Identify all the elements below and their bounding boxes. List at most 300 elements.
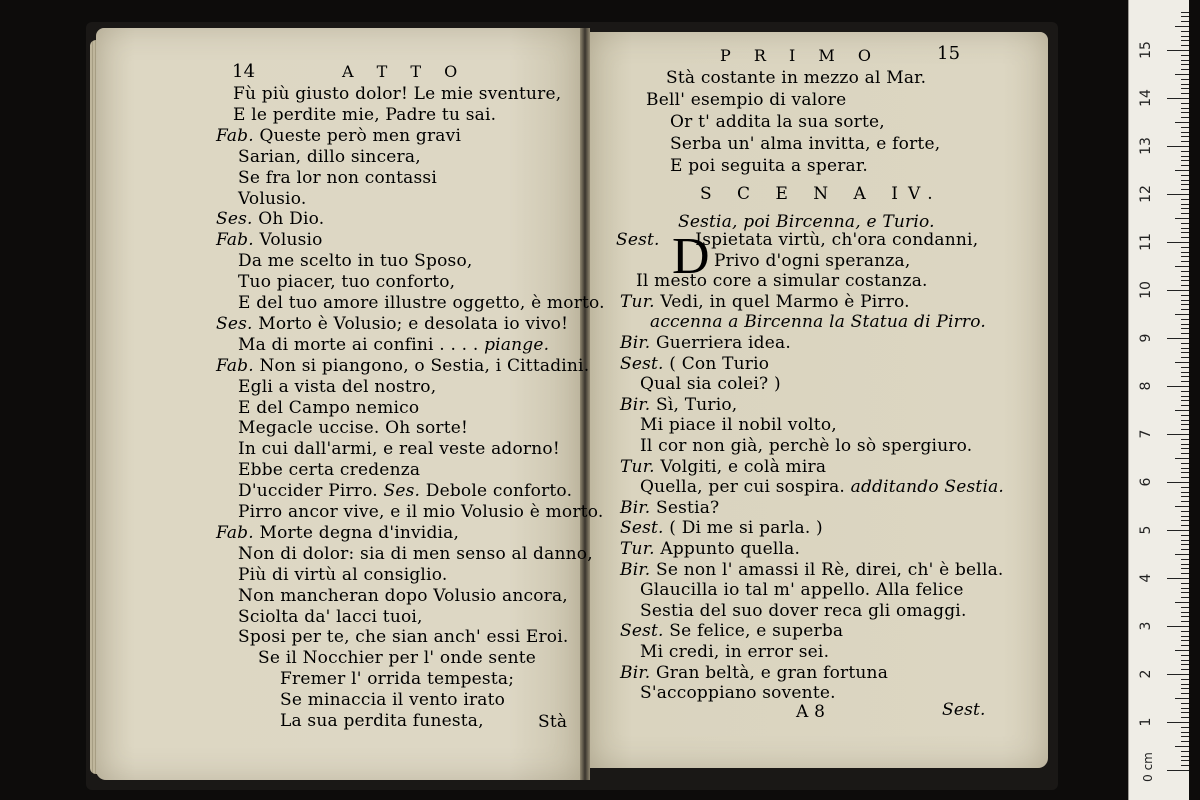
ruler-tick <box>1181 55 1189 56</box>
ruler-tick <box>1181 165 1189 166</box>
ruler-tick <box>1181 568 1189 569</box>
ruler-tick <box>1181 132 1189 133</box>
verse-text: Sestia? <box>656 498 720 518</box>
ruler-tick <box>1167 482 1189 483</box>
verse-text: E del Campo nemico <box>238 398 420 418</box>
verse-text: Guerriera idea. <box>656 333 791 353</box>
ruler-tick <box>1181 69 1189 70</box>
verse-line <box>238 398 419 418</box>
ruler-tick <box>1181 573 1189 574</box>
verse-text: Tuo piacer, tuo conforto, <box>238 272 456 292</box>
verse-text: Non di dolor: sia di men senso al danno, <box>238 544 593 564</box>
verse-text: Se fra lor non contassi <box>238 168 437 188</box>
ruler-tick <box>1181 636 1189 637</box>
ruler-tick <box>1181 420 1189 421</box>
ruler-tick <box>1175 74 1189 75</box>
ruler-tick <box>1181 213 1189 214</box>
ruler-unit: 0 cm <box>1140 752 1155 782</box>
verse-line <box>238 439 560 459</box>
verse-line <box>640 436 972 456</box>
ruler-number: 7 <box>1138 429 1154 439</box>
verse-text: Ispietata virtù, ch'ora condanni, <box>695 230 979 250</box>
verse-line <box>640 477 1004 497</box>
ruler-number: 1 <box>1138 717 1154 727</box>
ruler-tick <box>1181 12 1189 13</box>
verse-line <box>238 607 423 627</box>
ruler-tick <box>1181 304 1189 305</box>
verse-line <box>238 565 447 585</box>
ruler-tick <box>1181 40 1189 41</box>
verse-line <box>238 544 593 564</box>
ruler-tick <box>1181 693 1189 694</box>
ruler-tick <box>1181 79 1189 80</box>
ruler-tick <box>1175 218 1189 219</box>
ruler-tick <box>1181 285 1189 286</box>
verse-line <box>238 168 437 188</box>
ruler-tick <box>1181 487 1189 488</box>
ruler-tick <box>1181 324 1189 325</box>
ruler-tick <box>1181 756 1189 757</box>
verse-line <box>640 642 829 662</box>
verse-text: Se non l' amassi il Rè, direi, ch' è bella. <box>656 560 1004 580</box>
ruler-tick <box>1181 136 1189 137</box>
ruler-tick <box>1175 314 1189 315</box>
verse-line <box>280 711 484 731</box>
ruler-tick <box>1181 367 1189 368</box>
verse-line <box>238 586 568 606</box>
ruler-tick <box>1181 640 1189 641</box>
verse-text: Privo d'ogni speranza, <box>714 251 911 271</box>
ruler-tick <box>1181 93 1189 94</box>
ruler-tick <box>1167 722 1189 723</box>
verse-text: Megacle uccise. Oh sorte! <box>238 418 469 438</box>
verse-line <box>216 523 459 543</box>
ruler-tick <box>1181 204 1189 205</box>
right-running-head: P R I M O <box>720 46 880 65</box>
ruler-tick <box>1181 501 1189 502</box>
ruler-number: 5 <box>1138 525 1154 535</box>
verse-line: E poi seguita a sperar. <box>670 156 868 176</box>
ruler-tick <box>1181 439 1189 440</box>
ruler-tick <box>1181 151 1189 152</box>
ruler-tick <box>1181 103 1189 104</box>
speaker-label: Bir. <box>620 333 651 353</box>
ruler-tick <box>1181 276 1189 277</box>
ruler-tick <box>1181 564 1189 565</box>
verse-line <box>238 335 549 355</box>
ruler-number: 12 <box>1138 185 1154 203</box>
verse-line <box>238 272 455 292</box>
ruler-tick <box>1181 664 1189 665</box>
ruler-tick <box>1167 50 1189 51</box>
verse-line <box>620 663 888 683</box>
verse-text: Il cor non già, perchè lo sò spergiuro. <box>640 436 973 456</box>
ruler-tick <box>1181 309 1189 310</box>
ruler-number: 4 <box>1138 573 1154 583</box>
left-page-number: 14 <box>232 61 256 82</box>
ruler-number: 3 <box>1138 621 1154 631</box>
left-catchword: Stà <box>538 712 568 732</box>
verse-line <box>640 601 967 621</box>
verse-line <box>238 377 436 397</box>
verse-line <box>216 314 568 334</box>
ruler-tick <box>1181 343 1189 344</box>
verse-text: Volgiti, e colà mira <box>660 457 827 477</box>
ruler-tick <box>1181 463 1189 464</box>
verse-text: Non mancheran dopo Volusio ancora, <box>238 586 568 606</box>
speaker-label: Bir. <box>620 395 651 415</box>
ruler-tick <box>1181 660 1189 661</box>
verse-line <box>216 126 461 146</box>
ruler-tick <box>1181 112 1189 113</box>
verse-line <box>620 395 737 415</box>
ruler-tick <box>1181 348 1189 349</box>
ruler-tick <box>1181 708 1189 709</box>
ruler-tick <box>1175 26 1189 27</box>
verse-text: Queste però men gravi <box>259 126 462 146</box>
verse-line <box>620 354 769 374</box>
ruler-tick <box>1175 506 1189 507</box>
verse-text: Morte degna d'invidia, <box>259 523 460 543</box>
verse-text: Se il Nocchier per l' onde sente <box>258 648 537 668</box>
verse-line <box>616 230 978 250</box>
ruler-tick <box>1181 684 1189 685</box>
verse-text: Sestia del suo dover reca gli omaggi. <box>640 601 967 621</box>
ruler-tick <box>1167 242 1189 243</box>
verse-line <box>233 105 496 125</box>
verse-text: Il mesto core a simular costanza. <box>636 271 928 291</box>
ruler-tick <box>1181 372 1189 373</box>
ruler-tick <box>1167 626 1189 627</box>
speaker-label: Sest. <box>616 230 660 250</box>
ruler-tick <box>1181 732 1189 733</box>
verse-line <box>640 683 836 703</box>
ruler-tick <box>1181 655 1189 656</box>
ruler-tick <box>1181 544 1189 545</box>
ruler-number: 2 <box>1138 669 1154 679</box>
drop-cap: D <box>672 228 710 285</box>
ruler-tick <box>1181 261 1189 262</box>
ruler-tick <box>1181 400 1189 401</box>
verse-line <box>714 251 910 271</box>
verse-text: Mi credi, in error sei. <box>640 642 830 662</box>
verse-line <box>620 518 823 538</box>
ruler-tick <box>1181 492 1189 493</box>
right-page-number: 15 <box>937 43 961 64</box>
verse-text: Volusio <box>259 230 323 250</box>
measuring-ruler <box>1128 0 1189 800</box>
ruler-tick <box>1181 300 1189 301</box>
verse-text: Più di virtù al consiglio. <box>238 565 448 585</box>
verse-line <box>650 312 986 332</box>
verse-text: D'uccider Pirro. <box>238 481 378 501</box>
ruler-tick <box>1181 415 1189 416</box>
ruler-tick <box>1181 108 1189 109</box>
ruler-tick <box>1181 199 1189 200</box>
ruler-tick <box>1175 458 1189 459</box>
ruler-tick <box>1181 511 1189 512</box>
speaker-label: Tur. <box>620 292 655 312</box>
speaker-label: Tur. <box>620 539 655 559</box>
ruler-tick <box>1181 31 1189 32</box>
verse-text: Egli a vista del nostro, <box>238 377 437 397</box>
ruler-tick <box>1175 602 1189 603</box>
ruler-tick <box>1181 688 1189 689</box>
ruler-number: 8 <box>1138 381 1154 391</box>
ruler-tick <box>1181 429 1189 430</box>
ruler-tick <box>1181 45 1189 46</box>
ruler-tick <box>1175 554 1189 555</box>
ruler-tick <box>1181 189 1189 190</box>
left-running-head: A T T O <box>342 62 467 81</box>
verse-text: Ma di morte ai confini . . . . <box>238 335 479 355</box>
ruler-number: 9 <box>1138 333 1154 343</box>
ruler-number: 6 <box>1138 477 1154 487</box>
stage-direction: piange. <box>484 335 550 355</box>
ruler-tick <box>1181 208 1189 209</box>
stage-direction: additando Sestia. <box>850 477 1005 497</box>
verse-line <box>238 460 420 480</box>
ruler-tick <box>1181 583 1189 584</box>
ruler-tick <box>1181 391 1189 392</box>
speaker-label: Ses. <box>216 314 253 334</box>
verse-text: Non si piangono, o Sestia, i Cittadini. <box>259 356 590 376</box>
ruler-tick <box>1181 333 1189 334</box>
ruler-tick <box>1175 410 1189 411</box>
signature-mark: A 8 <box>796 702 826 722</box>
ruler-tick <box>1181 496 1189 497</box>
ruler-tick <box>1167 674 1189 675</box>
ruler-tick <box>1181 540 1189 541</box>
verse-line <box>238 251 473 271</box>
ruler-tick <box>1181 396 1189 397</box>
verse-text: ( Di me si parla. ) <box>669 518 823 538</box>
ruler-tick <box>1181 237 1189 238</box>
speaker-label: Sest. <box>620 621 664 641</box>
verse-text: In cui dall'armi, e real veste adorno! <box>238 439 560 459</box>
verse-line <box>238 481 572 501</box>
speaker-label: Ses. <box>383 481 421 501</box>
verse-line <box>216 356 589 376</box>
ruler-tick <box>1175 746 1189 747</box>
verse-line <box>620 621 843 641</box>
ruler-tick <box>1181 271 1189 272</box>
ruler-tick <box>1181 741 1189 742</box>
ruler-tick <box>1181 616 1189 617</box>
verse-line <box>640 580 964 600</box>
speaker-label: Sest. <box>620 518 664 538</box>
scene-heading: S C E N A IV. <box>700 184 943 204</box>
ruler-tick <box>1181 376 1189 377</box>
verse-text: Se felice, e superba <box>669 621 844 641</box>
ruler-tick <box>1181 468 1189 469</box>
verse-text: Glaucilla io tal m' appello. Alla felice <box>640 580 964 600</box>
scene-cast: Sestia, poi Bircenna, e Turio. <box>678 212 935 232</box>
ruler-tick <box>1181 405 1189 406</box>
speaker-label: Fab. <box>216 230 254 250</box>
ruler-tick <box>1175 362 1189 363</box>
right-catchword: Sest. <box>942 700 986 720</box>
verse-line: Serba un' alma invitta, e forte, <box>670 134 941 154</box>
ruler-tick <box>1167 98 1189 99</box>
verse-line <box>280 690 505 710</box>
ruler-tick <box>1181 256 1189 257</box>
verse-text: E del tuo amore illustre oggetto, è morto. <box>238 293 605 313</box>
speaker-label: Sest. <box>620 354 664 374</box>
ruler-tick <box>1167 146 1189 147</box>
verse-text: Appunto quella. <box>660 539 801 559</box>
ruler-tick <box>1181 520 1189 521</box>
verse-line <box>238 418 468 438</box>
ruler-tick <box>1181 760 1189 761</box>
ruler-tick <box>1181 117 1189 118</box>
ruler-tick <box>1175 122 1189 123</box>
speaker-label: Bir. <box>620 498 651 518</box>
ruler-tick <box>1181 252 1189 253</box>
verse-text: Sciolta da' lacci tuoi, <box>238 607 423 627</box>
ruler-tick <box>1181 444 1189 445</box>
ruler-tick <box>1175 698 1189 699</box>
ruler-tick <box>1181 228 1189 229</box>
ruler-tick <box>1181 280 1189 281</box>
ruler-tick <box>1181 352 1189 353</box>
ruler-tick <box>1181 36 1189 37</box>
verse-text: Ebbe certa credenza <box>238 460 421 480</box>
ruler-tick <box>1167 770 1189 771</box>
ruler-tick <box>1167 386 1189 387</box>
ruler-tick <box>1175 170 1189 171</box>
verse-text: Oh Dio. <box>258 209 325 229</box>
verse-line <box>620 560 1004 580</box>
ruler-tick <box>1181 448 1189 449</box>
verse-text: Sposi per te, che sian anch' essi Eroi. <box>238 627 569 647</box>
ruler-tick <box>1181 516 1189 517</box>
verse-text: Sì, Turio, <box>656 395 738 415</box>
ruler-tick <box>1181 631 1189 632</box>
ruler-tick <box>1167 194 1189 195</box>
ruler-tick <box>1181 717 1189 718</box>
ruler-tick <box>1167 338 1189 339</box>
ruler-tick <box>1181 247 1189 248</box>
ruler-tick <box>1181 88 1189 89</box>
ruler-tick <box>1181 223 1189 224</box>
ruler-tick <box>1167 578 1189 579</box>
verse-text: Mi piace il nobil volto, <box>640 415 837 435</box>
ruler-tick <box>1181 180 1189 181</box>
verse-line <box>620 498 719 518</box>
verse-text: Gran beltà, e gran fortuna <box>656 663 889 683</box>
ruler-tick <box>1181 751 1189 752</box>
ruler-tick <box>1181 184 1189 185</box>
ruler-tick <box>1181 319 1189 320</box>
verse-text: S'accoppiano sovente. <box>640 683 836 703</box>
speaker-label: Fab. <box>216 356 254 376</box>
verse-line <box>238 147 421 167</box>
ruler-tick <box>1181 60 1189 61</box>
ruler-tick <box>1181 765 1189 766</box>
verse-line <box>216 230 323 250</box>
ruler-tick <box>1167 290 1189 291</box>
ruler-tick <box>1181 357 1189 358</box>
verse-text: Pirro ancor vive, e il mio Volusio è morto. <box>238 502 604 522</box>
verse-text: Quella, per cui sospira. <box>640 477 846 497</box>
ruler-tick <box>1181 712 1189 713</box>
verse-line <box>620 292 910 312</box>
verse-text: Morto è Volusio; e desolata io vivo! <box>258 314 569 334</box>
speaker-label: Ses. <box>216 209 253 229</box>
ruler-number: 13 <box>1138 137 1154 155</box>
ruler-number: 15 <box>1138 41 1154 59</box>
verse-text: Fremer l' orrida tempesta; <box>280 669 515 689</box>
verse-line <box>620 333 791 353</box>
verse-line <box>258 648 536 668</box>
ruler-tick <box>1181 156 1189 157</box>
ruler-number: 11 <box>1138 233 1154 251</box>
ruler-tick <box>1167 434 1189 435</box>
verse-text: La sua perdita funesta, <box>280 711 484 731</box>
verse-text: Sarian, dillo sincera, <box>238 147 421 167</box>
ruler-tick <box>1167 530 1189 531</box>
ruler-tick <box>1181 679 1189 680</box>
ruler-tick <box>1181 559 1189 560</box>
ruler-number: 14 <box>1138 89 1154 107</box>
ruler-tick <box>1175 650 1189 651</box>
ruler-tick <box>1181 669 1189 670</box>
verse-line <box>640 374 781 394</box>
verse-text: Fù più giusto dolor! Le mie sventure, <box>233 84 562 104</box>
ruler-tick <box>1181 84 1189 85</box>
speaker-label: Fab. <box>216 523 254 543</box>
ruler-tick <box>1181 175 1189 176</box>
ruler-tick <box>1181 328 1189 329</box>
verse-line <box>238 293 605 313</box>
verse-line: Or t' addita la sua sorte, <box>670 112 885 132</box>
ruler-tick <box>1181 592 1189 593</box>
ruler-tick <box>1181 127 1189 128</box>
ruler-tick <box>1181 472 1189 473</box>
ruler-tick <box>1181 736 1189 737</box>
verse-line <box>620 457 826 477</box>
ruler-tick <box>1181 295 1189 296</box>
ruler-tick <box>1181 232 1189 233</box>
ruler-tick <box>1181 597 1189 598</box>
verse-line <box>238 627 568 647</box>
ruler-tick <box>1175 266 1189 267</box>
speaker-label: Bir. <box>620 663 651 683</box>
verse-line <box>280 669 514 689</box>
ruler-tick <box>1181 727 1189 728</box>
ruler-tick <box>1181 64 1189 65</box>
speaker-label: Fab. <box>216 126 254 146</box>
ruler-tick <box>1181 16 1189 17</box>
verse-text: Se minaccia il vento irato <box>280 690 506 710</box>
ruler-tick <box>1181 588 1189 589</box>
verse-text: Qual sia colei? ) <box>640 374 781 394</box>
ruler-number: 10 <box>1138 281 1154 299</box>
verse-text: ( Con Turio <box>669 354 770 374</box>
ruler-tick <box>1181 21 1189 22</box>
ruler-tick <box>1181 381 1189 382</box>
verse-line: Stà costante in mezzo al Mar. <box>666 68 927 88</box>
ruler-tick <box>1181 549 1189 550</box>
verse-line <box>640 415 837 435</box>
ruler-tick <box>1181 424 1189 425</box>
verse-line <box>216 209 324 229</box>
ruler-tick <box>1181 607 1189 608</box>
verse-text: Vedi, in quel Marmo è Pirro. <box>660 292 910 312</box>
speaker-label: Bir. <box>620 560 651 580</box>
verse-text: Volusio. <box>238 189 307 209</box>
